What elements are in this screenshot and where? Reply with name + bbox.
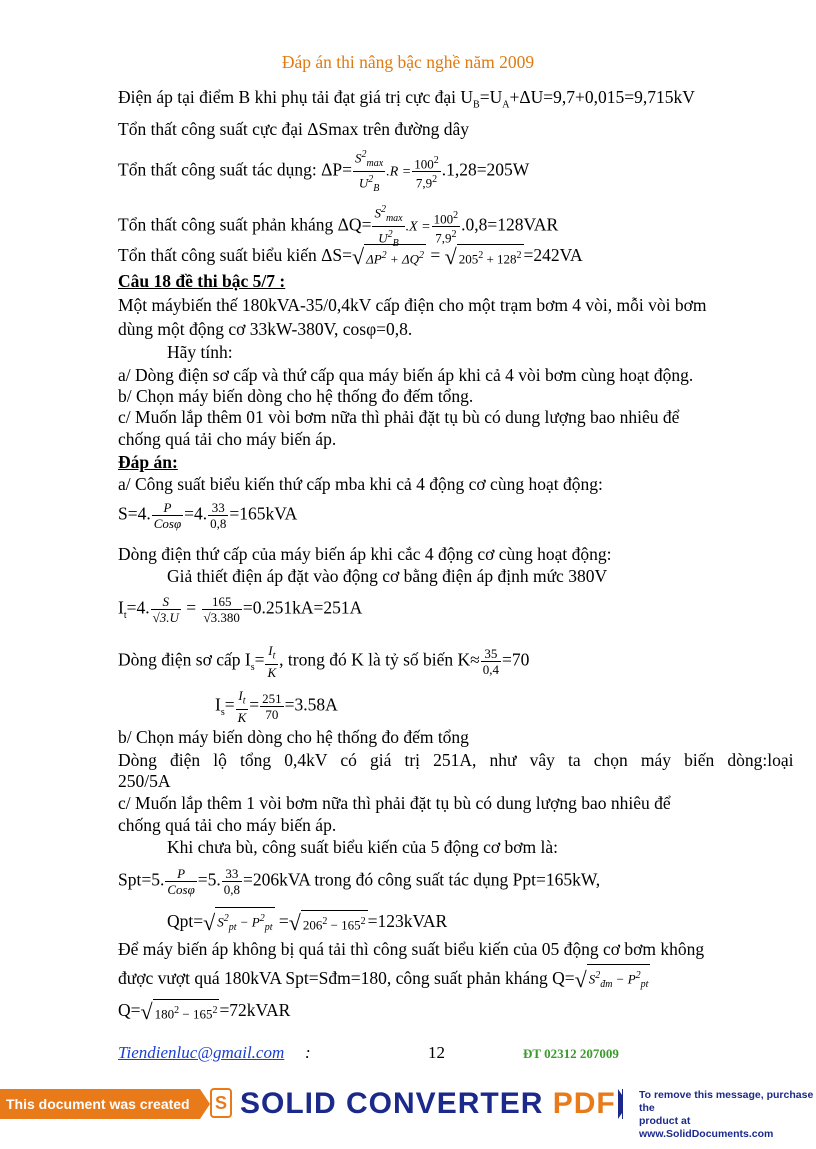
formula-line-it xyxy=(118,594,362,627)
banner-purchase-line2: product at www.SolidDocuments.com xyxy=(639,1115,774,1140)
text-line: a/ Công suất biểu kiến thứ cấp mba khi cả 4 động cơ cùng hoạt động: xyxy=(118,474,603,494)
fraction xyxy=(151,594,181,625)
subscript: B xyxy=(473,99,480,111)
denominator: √3.U xyxy=(152,610,179,625)
text-line: Hãy tính: xyxy=(167,342,233,362)
fraction xyxy=(481,646,501,677)
banner-created-using: This document was created using xyxy=(0,1089,200,1119)
denominator: √3.380 xyxy=(203,610,240,625)
text-line: chống quá tải cho máy biến áp. xyxy=(118,815,337,835)
numerator: $100^2$ xyxy=(414,154,439,171)
text: = xyxy=(254,649,265,670)
text: được vượt quá 180kVA Spt=Sđm=180, công suất phản kháng Q= xyxy=(118,967,575,988)
text: Tổn thất công suất tác dụng: ΔP= xyxy=(118,159,353,180)
fraction xyxy=(353,147,385,196)
banner-arrow-icon xyxy=(200,1089,210,1119)
text: =72kVAR xyxy=(219,1000,291,1021)
solid-converter-logo[interactable] xyxy=(240,1088,616,1120)
logo-converter: CONVERTER xyxy=(346,1087,553,1120)
numerator: P xyxy=(152,500,183,516)
text: .1,28=205W xyxy=(441,159,530,180)
denominator: 0,8 xyxy=(223,882,241,897)
numerator: P xyxy=(165,866,196,882)
text: = xyxy=(186,597,197,618)
text-line: Để máy biến áp không bị quá tải thì công suất biểu kiến của 05 động cơ bơm không xyxy=(118,939,705,959)
sqrt: √ $S^2_{đm} - P^2_{pt}$ xyxy=(575,964,651,996)
footer-colon: : xyxy=(305,1043,311,1062)
numerator: 33 xyxy=(222,866,242,882)
text-line: Dòng điện lộ tổng 0,4kV có giá trị 251A, như vây ta chọn máy biến dòng:loại xyxy=(118,750,794,770)
text-line: c/ Muốn lắp thêm 1 vòi bơm nữa thì phải đặt tụ bù có dung lượng bao nhiêu để xyxy=(118,793,671,813)
fraction xyxy=(265,643,278,680)
text: Qpt= xyxy=(167,910,204,931)
text: = xyxy=(224,694,235,715)
text: =70 xyxy=(502,649,530,670)
denominator: Cosφ xyxy=(153,516,182,531)
numerator: 33 xyxy=(208,500,228,516)
footer-phone: ĐT 02312 207009 xyxy=(523,1046,619,1061)
text-line xyxy=(118,86,695,117)
text: +ΔU=9,7+0,015=9,715kV xyxy=(509,87,695,107)
numerator: $S^2_{max}$ xyxy=(353,147,385,172)
text: Dòng điện sơ cấp I xyxy=(118,649,251,670)
text-line: Khi chưa bù, công suất biểu kiến của 5 động cơ bơm là: xyxy=(167,837,559,857)
text: , trong đó K là tỷ số biến K≈ xyxy=(279,649,480,670)
subscript: s xyxy=(250,661,255,673)
fraction xyxy=(260,691,284,722)
text: I xyxy=(118,597,124,618)
text: .X = xyxy=(405,219,431,235)
formula-line-is-value xyxy=(215,688,338,725)
text: =242VA xyxy=(523,245,583,266)
banner-purchase-line1: To remove this message, purchase the xyxy=(639,1089,814,1114)
numerator: S xyxy=(151,594,181,610)
numerator: 35 xyxy=(481,646,501,662)
denominator: 70 xyxy=(265,706,279,722)
formula-line-qpt xyxy=(167,907,447,939)
formula-line-ds: Tổn thất công suất biểu kiến ΔS=√ $\Delta P^2 + \Delta Q^2$ = √ $205^2 + 128^2 =242VA$ xyxy=(118,244,583,270)
sqrt: √ $180^2 - 165^2$ xyxy=(140,999,218,1025)
denominator: 0,4 xyxy=(482,661,500,677)
text: Spt=5. xyxy=(118,869,165,890)
text: Tổn thất công suất biểu kiến ΔS= xyxy=(118,245,353,266)
text: I xyxy=(215,694,221,715)
fraction xyxy=(236,688,249,725)
subscript: A xyxy=(502,99,510,111)
subscript: s xyxy=(220,706,225,718)
text: =3.58A xyxy=(284,694,338,715)
solid-logo-icon: S xyxy=(210,1088,232,1118)
fraction xyxy=(165,866,196,897)
text: =0.251kA=251A xyxy=(242,597,363,618)
fraction xyxy=(432,208,461,246)
formula-line-dp xyxy=(118,147,529,196)
numerator: 165 xyxy=(202,594,242,610)
text-line: Một máybiến thế 180kVA-35/0,4kV cấp điện cho một trạm bơm 4 vòi, mỗi vòi bơm xyxy=(118,295,707,315)
numerator: $I_t$ xyxy=(236,688,249,710)
text: =165kVA xyxy=(229,503,298,524)
text: S=4. xyxy=(118,503,151,524)
text: =123kVAR xyxy=(367,910,448,931)
text-line: b/ Chọn máy biến dòng cho hệ thống đo đếm tổng xyxy=(118,727,469,747)
answer-heading: Đáp án: xyxy=(118,452,178,472)
numerator: 251 xyxy=(262,690,282,706)
fraction xyxy=(152,500,183,531)
formula-line-s xyxy=(118,500,297,531)
text-line: dùng một động cơ 33kW-380V, cosφ=0,8. xyxy=(118,319,413,339)
text-line: c/ Muốn lắp thêm 01 vòi bơm nữa thì phải đặt tụ bù có dung lượng bao nhiêu để xyxy=(118,407,680,427)
denominator: $U^2_B$ xyxy=(358,173,380,194)
denominator: K xyxy=(267,664,277,680)
text: Q= xyxy=(118,1000,141,1021)
sqrt: √ $205^2 + 128^2$ xyxy=(444,244,522,270)
text: Tổn thất công suất phản kháng ΔQ= xyxy=(118,214,372,235)
sqrt: √ $S^2_{pt} - P^2_{pt}$ xyxy=(203,907,274,939)
fraction xyxy=(412,153,441,191)
page-header-title: Đáp án thi nâng bậc nghề năm 2009 xyxy=(281,52,535,72)
text: .0,8=128VAR xyxy=(461,214,559,235)
denominator: 0,8 xyxy=(210,516,227,531)
text-line: b/ Chọn máy biến dòng cho hệ thống đo đếm tổng. xyxy=(118,386,474,406)
text: =4. xyxy=(126,597,150,618)
page-number: 12 xyxy=(428,1043,445,1062)
fraction xyxy=(208,500,228,531)
denominator: $7,9^2$ xyxy=(415,173,438,191)
denominator: Cosφ xyxy=(167,882,195,897)
footer-email-link[interactable]: Tiendienluc@gmail.com xyxy=(118,1043,285,1062)
text-line: 250/5A xyxy=(118,771,171,791)
logo-solid: SOLID xyxy=(240,1087,347,1120)
formula-line-is xyxy=(118,643,529,680)
sqrt: √ $\Delta P^2 + \Delta Q^2$ xyxy=(352,244,424,270)
question-heading: Câu 18 đề thi bậc 5/7 : xyxy=(118,271,286,291)
text: =5. xyxy=(197,869,221,890)
denominator: K xyxy=(237,709,247,725)
fraction xyxy=(222,866,242,897)
numerator: $S^2_{max}$ xyxy=(372,202,404,227)
text: = xyxy=(278,910,289,931)
numerator: $100^2$ xyxy=(433,209,459,226)
logo-pdf: PDF xyxy=(552,1087,616,1120)
fraction xyxy=(202,594,242,625)
denominator: $U^2_B$ xyxy=(378,228,399,249)
text-line: Dòng điện thứ cấp của máy biến áp khi cắc 4 động cơ cùng hoạt động: xyxy=(118,544,612,564)
formula-line-q-limit xyxy=(118,964,650,996)
text: .R = xyxy=(386,164,412,180)
formula-line-spt xyxy=(118,866,600,897)
text-line: Giả thiết điện áp đặt vào động cơ bằng điện áp định mức 380V xyxy=(167,566,608,586)
text: =4. xyxy=(184,503,208,524)
text-line: chống quá tải cho máy biến áp. xyxy=(118,429,337,449)
text-line: Tổn thất công suất cực đại ΔSmax trên đường dây xyxy=(118,119,469,139)
sqrt: √ $206^2 - 165^2$ xyxy=(288,909,366,935)
text: =U xyxy=(479,87,503,107)
banner-purchase-link[interactable] xyxy=(622,1089,816,1140)
text-line: a/ Dòng điện sơ cấp và thứ cấp qua máy biến áp khi cả 4 vòi bơm cùng hoạt động. xyxy=(118,365,694,385)
denominator: $7,9^2$ xyxy=(435,228,457,246)
text: Điện áp tại điểm B khi phụ tải đạt giá trị cực đại U xyxy=(118,87,474,107)
text: = xyxy=(249,694,260,715)
formula-line-q xyxy=(118,999,290,1025)
numerator: $I_t$ xyxy=(265,643,278,665)
text: =206kVA trong đó công suất tác dụng Ppt=165kW, xyxy=(243,869,601,890)
subscript: t xyxy=(123,610,127,622)
